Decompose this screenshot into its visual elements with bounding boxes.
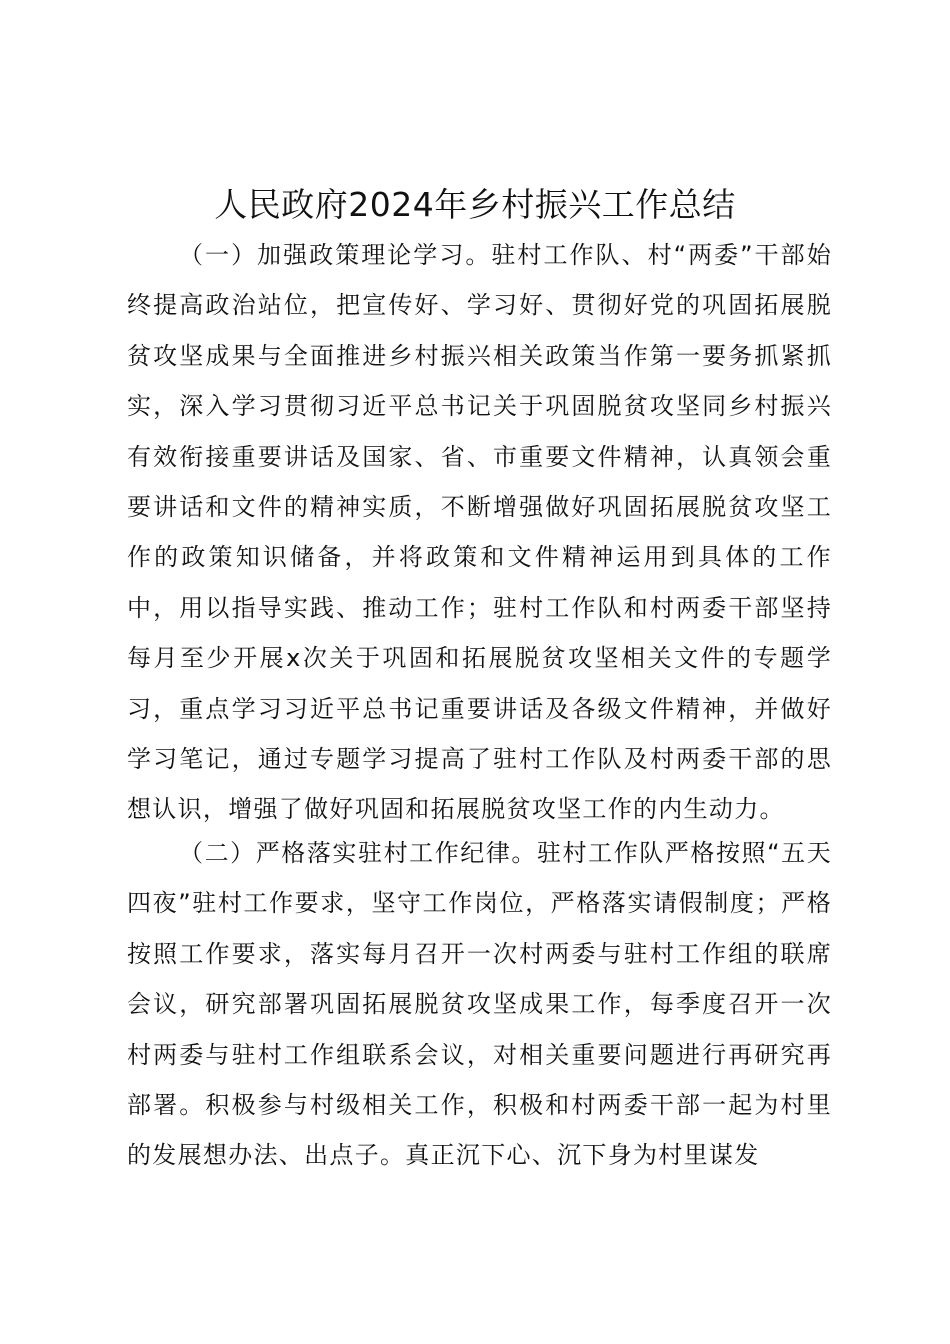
document-title: 人民政府2024年乡村振兴工作总结 [214,185,736,224]
paragraph-1: （一）加强政策理论学习。驻村工作队、村“两委”干部始终提高政治站位，把宣传好、学习好、贯彻好党的巩固拓展脱贫攻坚成果与全面推进乡村振兴相关政策当作第一要务抓紧抓实，深入学习贯彻习近平总书记关于巩固脱贫攻坚同乡村振兴有效衔接重要讲话及国家、省、市重要文件精神，认真领会重要讲话和文件的精神实质，不断增强做好巩固拓展脱贫攻坚工作的政策知识储备，并将政策和文件精神运用到具体的工作中，用以指导实践、推动工作；驻村工作队和村两委干部坚持每月至少开展x次关于巩固和拓展脱贫攻坚相关文件的专题学习，重点学习习近平总书记重要讲话及各级文件精神，并做好学习笔记，通过专题学习提高了驻村工作队及村两委干部的思想认识，增强了做好巩固和拓展脱贫攻坚工作的内生动力。 [127,241,832,824]
paragraph-2: （二）严格落实驻村工作纪律。驻村工作队严格按照“五天四夜”驻村工作要求，坚守工作岗位，严格落实请假制度；严格按照工作要求，落实每月召开一次村两委与驻村工作组的联席会议，研究部署巩固拓展脱贫攻坚成果工作，每季度召开一次村两委与驻村工作组联系会议，对相关重要问题进行再研究再部署。积极参与村级相关工作，积极和村两委干部一起为村里的发展想办法、出点子。真正沉下心、沉下身为村里谋发 [127,839,832,1170]
